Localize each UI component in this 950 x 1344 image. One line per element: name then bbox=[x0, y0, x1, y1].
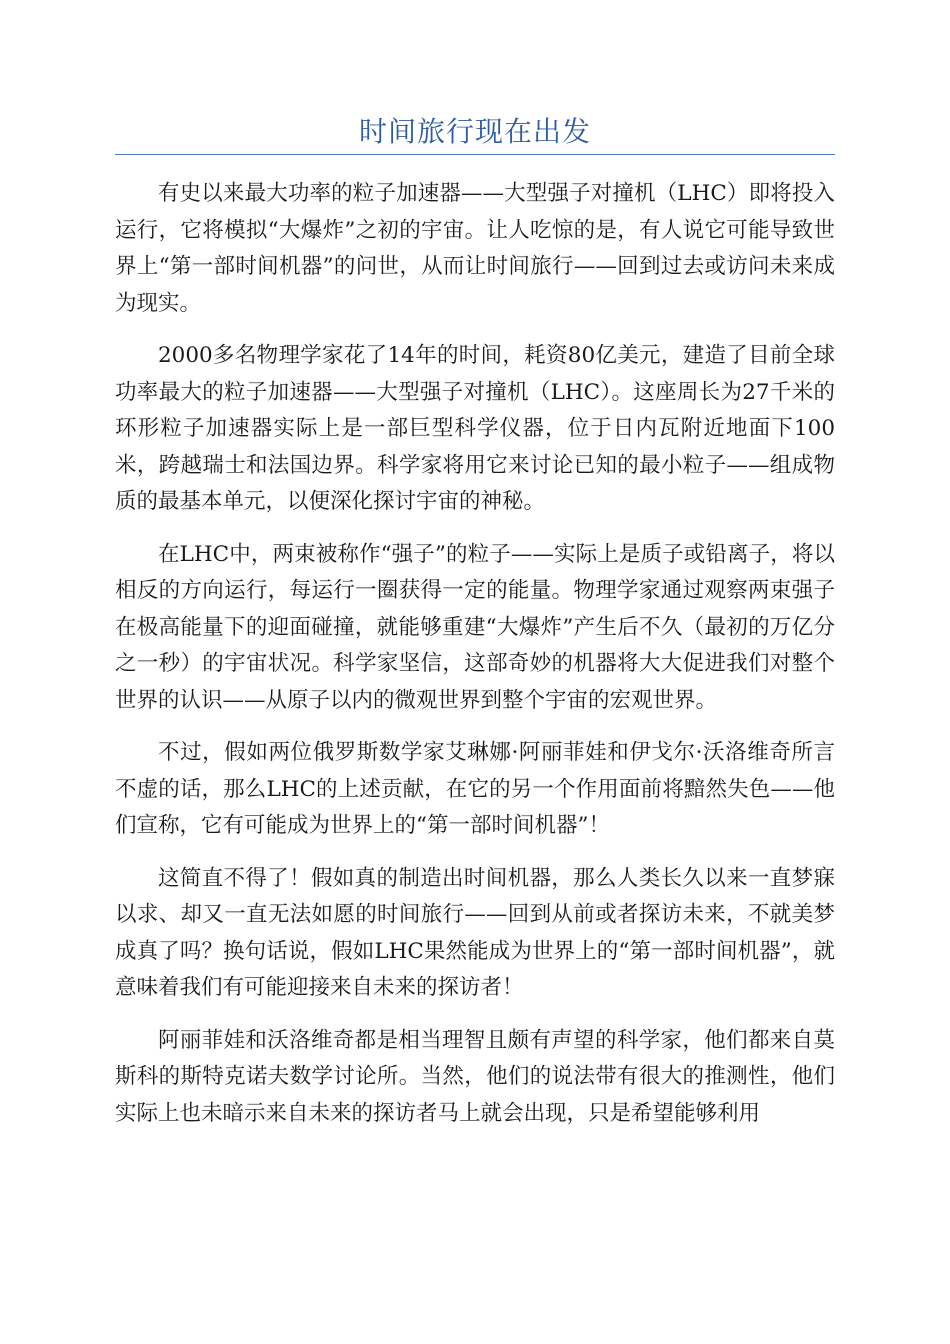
paragraph-3: 在LHC中，两束被称作“强子”的粒子——实际上是质子或铅离子，将以相反的方向运行，每运行一圈获得一定的能量。物理学家通过观察两束强子在极高能量下的迎面碰撞，就能够重建“大爆炸”产生后不久（最初的万亿分之一秒）的宇宙状况。科学家坚信，这部奇妙的机器将大大促进我们对整个世界的认识——从原子以内的微观世界到整个宇宙的宏观世界。 bbox=[115, 541, 835, 713]
title-underline bbox=[115, 154, 835, 155]
paragraph-6: 阿丽菲娃和沃洛维奇都是相当理智且颇有声望的科学家，他们都来自莫斯科的斯特克诺夫数学讨论所。当然，他们的说法带有很大的推测性，他们实际上也未暗示来自未来的探访者马上就会出现，只是希望能够利用 bbox=[115, 1027, 835, 1126]
paragraph-4: 不过，假如两位俄罗斯数学家艾琳娜·阿丽菲娃和伊戈尔·沃洛维奇所言不虚的话，那么LHC的上述贡献，在它的另一个作用面前将黯然失色——他们宣称，它有可能成为世界上的“第一部时间机器”！ bbox=[115, 740, 835, 838]
paragraph-1: 有史以来最大功率的粒子加速器——大型强子对撞机（LHC）即将投入运行，它将模拟“大爆炸”之初的宇宙。让人吃惊的是，有人说它可能导致世界上“第一部时间机器”的问世，从而让时间旅行——回到过去或访问未来成为现实。 bbox=[115, 181, 835, 316]
paragraph-5: 这简直不得了！假如真的制造出时间机器，那么人类长久以来一直梦寐以求、却又一直无法如愿的时间旅行——回到从前或者探访未来，不就美梦成真了吗？换句话说，假如LHC果然能成为世界上的“第一部时间机器”，就意味着我们有可能迎接来自未来的探访者！ bbox=[115, 865, 835, 1000]
document-title: 时间旅行现在出发 bbox=[358, 115, 591, 148]
paragraph-2: 2000多名物理学家花了14年的时间，耗资80亿美元，建造了目前全球功率最大的粒子加速器——大型强子对撞机（LHC）。这座周长为27千米的环形粒子加速器实际上是一部巨型科学仪器，位于日内瓦附近地面下100米，跨越瑞士和法国边界。科学家将用它来讨论已知的最小粒子——组成物质的最基本单元，以便深化探讨宇宙的神秘。 bbox=[115, 343, 835, 514]
document-body bbox=[115, 176, 835, 1148]
